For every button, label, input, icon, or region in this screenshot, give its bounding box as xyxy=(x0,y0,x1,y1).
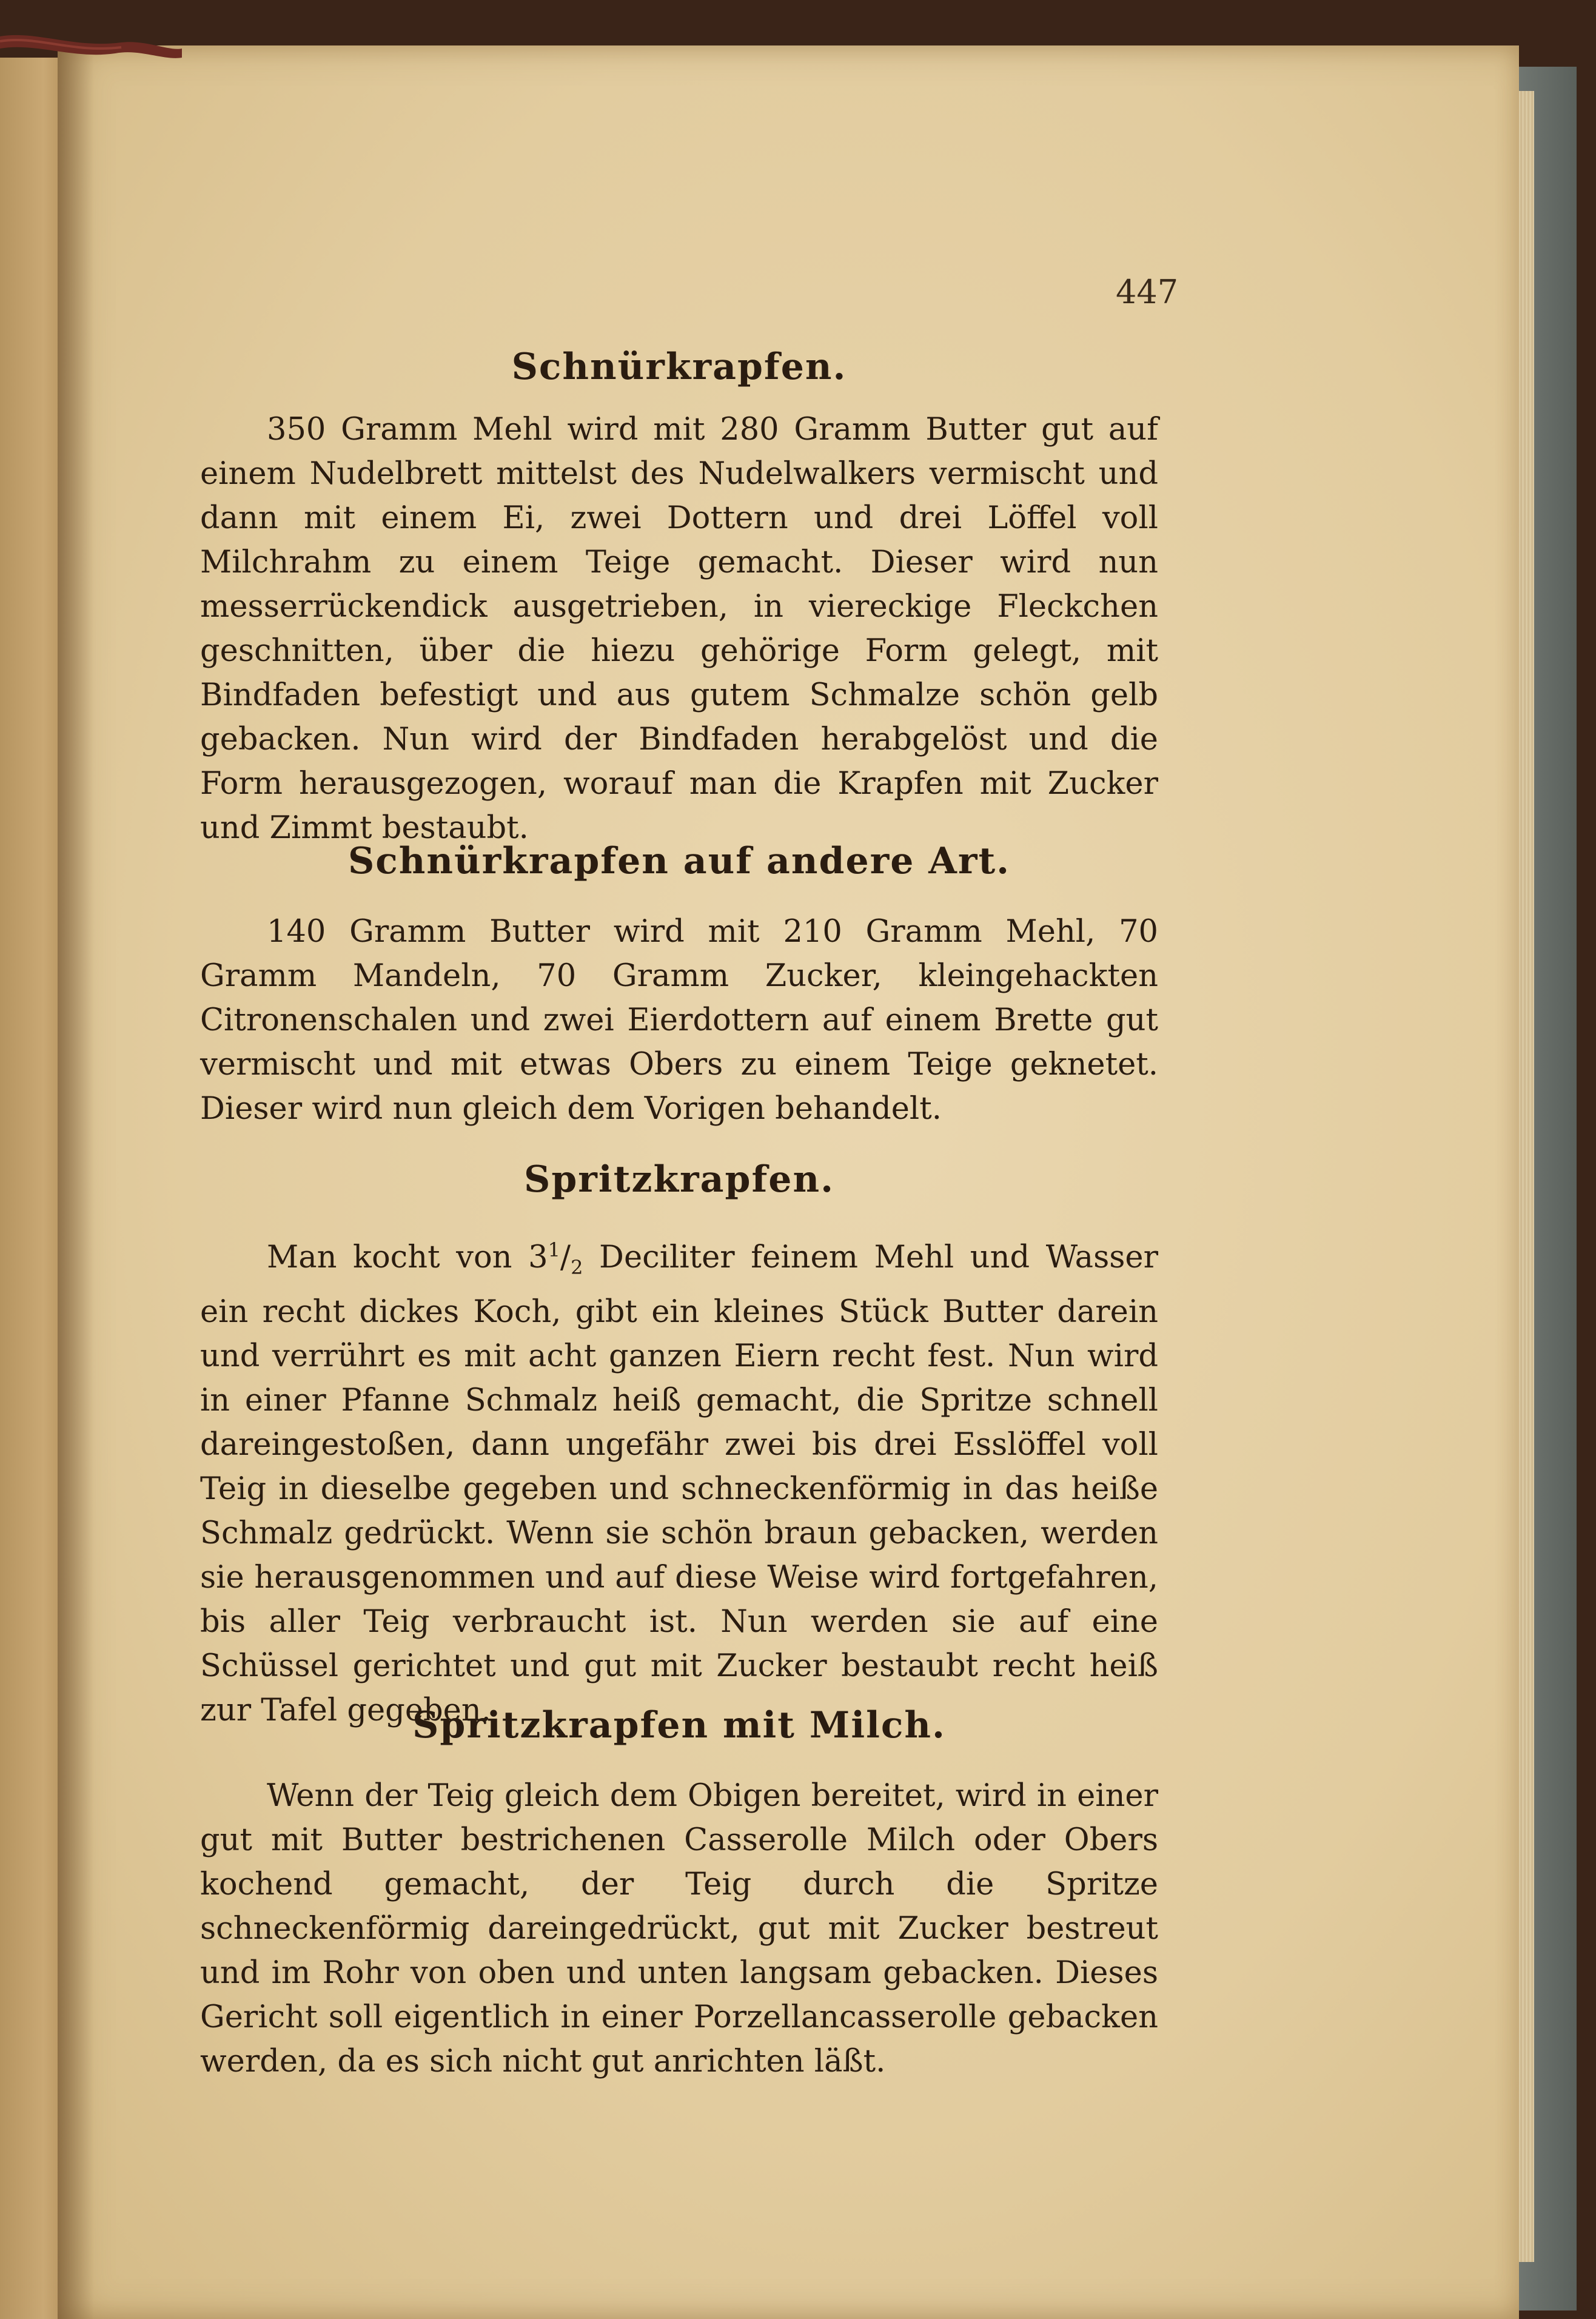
section-title: Spritzkrapfen mit Milch. xyxy=(412,1704,946,1747)
section-2 xyxy=(200,840,1158,882)
section-title: Schnürkrapfen auf andere Art. xyxy=(347,840,1011,882)
section-3-body-wrap xyxy=(200,1228,1158,1733)
section-4 xyxy=(200,1704,1158,1747)
section-1 xyxy=(200,346,1158,388)
fraction-numerator: 1 xyxy=(548,1238,560,1261)
section-body-start: Man kocht von 3 xyxy=(267,1240,548,1275)
page-gutter-shadow xyxy=(58,45,94,2319)
section-body: Wenn der Teig gleich dem Obigen bereitet, wird in einer gut mit Butter bestrichenen Casserolle Milch oder Obers kochend gemacht, der Teig durch die Spritze schneckenförmig dareingedrückt, gut mit Zucker bestreut und im Rohr von oben und unten langsam gebacken. Dieses Gericht soll eigentlich in einer Porzellancasserolle gebacken werden, da es sich nicht gut anrichten läßt. xyxy=(200,1778,1158,2079)
section-title: Spritzkrapfen. xyxy=(524,1158,834,1201)
section-2-paragraph xyxy=(200,910,1158,1131)
section-3 xyxy=(200,1158,1158,1201)
section-2-body-wrap xyxy=(200,910,1158,1131)
section-body-rest: Deciliter feinem Mehl und Wasser ein recht dickes Koch, gibt ein kleines Stück Butter darein und verrührt es mit acht ganzen Eiern recht fest. Nun wird in einer Pfanne Schmalz heiß gemacht, die Spritze schnell dareingestoßen, dann ungefähr zwei bis drei Esslöffel voll Teig in dieselbe gegeben und schneckenförmig in das heiße Schmalz gedrückt. Wenn sie schön braun gebacken, werden sie herausgenommen und auf diese Weise wird fortgefahren, bis aller Teig verbraucht ist. Nun werden sie auf eine Schüssel gerichtet und gut mit Zucker bestaubt recht heiß zur Tafel gegeben. xyxy=(200,1240,1158,1729)
section-body: 350 Gramm Mehl wird mit 280 Gramm Butter gut auf einem Nudelbrett mittelst des Nudelwalkers vermischt und dann mit einem Ei, zwei Dottern und drei Löffel voll Milchrahm zu einem Teige gemacht. Dieser wird nun messerrückendick ausgetrieben, in viereckige Fleckchen geschnitten, über die hiezu gehörige Form gelegt, mit Bindfaden befestigt und aus gutem Schmalze schön gelb gebacken. Nun wird der Bindfaden herabgelöst und die Form herausgezogen, worauf man die Krapfen mit Zucker und Zimmt bestaubt. xyxy=(200,412,1158,846)
section-3-paragraph: Man kocht von $3^1/_2$ Deciliter feinem Mehl und Wasser ein recht dickes Koch, gibt ein kleines Stück Butter darein und verrührt es mit acht ganzen Eiern recht fest. Nun wird in einer Pfanne Schmalz heiß gemacht, die Spritze schnell dareingestoßen, dann ungefähr zwei bis drei Esslöffel voll Teig in dieselbe gegeben und schneckenförmig in das heiße Schmalz gedrückt. Wenn sie schön braun gebacken, werden sie herausgenommen und auf diese Weise wird fortgefahren, bis aller Teig verbraucht ist. Nun werden sie auf eine Schüssel gerichtet und gut mit Zucker bestaubt recht heiß zur Tafel gegeben. xyxy=(200,1238,1158,1729)
page-number: 447 xyxy=(1116,273,1179,311)
bookmark-ribbon-icon xyxy=(0,24,182,67)
section-1-body-wrap xyxy=(200,408,1158,850)
section-4-body-wrap xyxy=(200,1774,1158,2084)
section-1-paragraph xyxy=(200,408,1158,850)
section-body: 140 Gramm Butter wird mit 210 Gramm Mehl, 70 Gramm Mandeln, 70 Gramm Zucker, kleingehackten Citronenschalen und zwei Eierdottern auf einem Brette gut vermischt und mit etwas Obers zu einem Teige geknetet. Dieser wird nun gleich dem Vorigen behandelt. xyxy=(200,914,1158,1127)
fraction-denominator: 2 xyxy=(571,1256,583,1280)
section-title: Schnürkrapfen. xyxy=(511,346,847,388)
section-4-paragraph xyxy=(200,1774,1158,2084)
